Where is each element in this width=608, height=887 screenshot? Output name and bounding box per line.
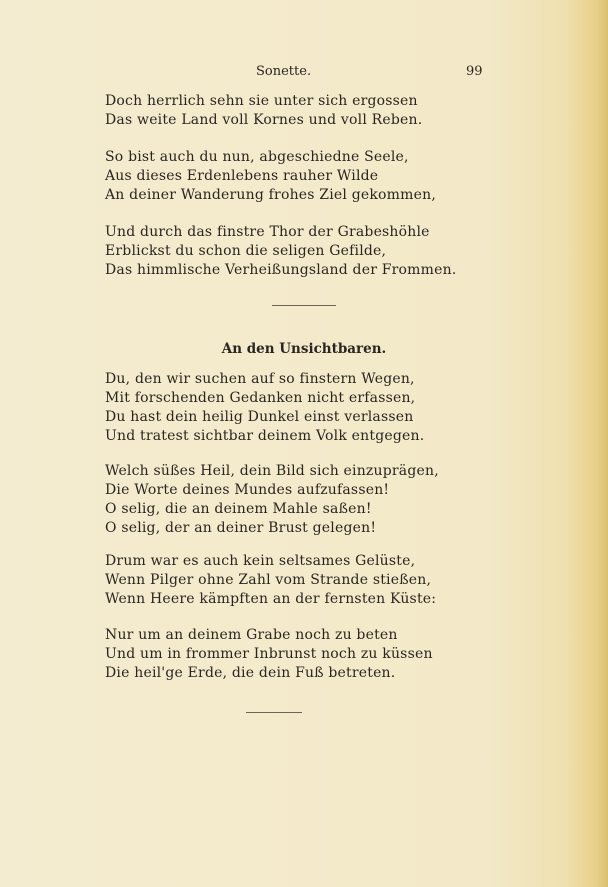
verse-line: Die heil'ge Erde, die dein Fuß betreten. (105, 665, 396, 681)
verse-line: Erblickst du schon die seligen Gefilde, (105, 243, 387, 259)
verse-line: Das weite Land voll Kornes und voll Reben. (105, 112, 423, 128)
verse-line: So bist auch du nun, abgeschiedne Seele, (105, 149, 409, 165)
verse-line: O selig, die an deinem Mahle saßen! (105, 501, 372, 517)
verse-line: Und durch das finstre Thor der Grabeshöhle (105, 224, 430, 240)
verse-line: Und um in frommer Inbrunst noch zu küssen (105, 646, 433, 662)
verse-line: Du, den wir suchen auf so finstern Wegen, (105, 371, 415, 387)
verse-line: An deiner Wanderung frohes Ziel gekommen, (105, 187, 436, 203)
verse-line: Nur um an deinem Grabe noch zu beten (105, 627, 398, 643)
verse-line: Welch süßes Heil, dein Bild sich einzuprägen, (105, 463, 439, 479)
page-number: 99 (466, 64, 483, 79)
verse-line: Doch herrlich sehn sie unter sich ergossen (105, 93, 418, 109)
verse-line: Drum war es auch kein seltsames Gelüste, (105, 553, 416, 569)
poem-title: An den Unsichtbaren. (221, 341, 387, 357)
verse-line: Wenn Heere kämpften an der fernsten Küste: (105, 591, 437, 607)
verse-line: Du hast dein heilig Dunkel einst verlassen (105, 409, 414, 425)
verse-line: Und tratest sichtbar deinem Volk entgegen. (105, 428, 425, 444)
verse-line: Aus dieses Erdenlebens rauher Wilde (105, 168, 379, 184)
running-title: Sonette. (256, 64, 312, 79)
verse-line: Wenn Pilger ohne Zahl vom Strande stießen, (105, 572, 432, 588)
section-divider (272, 305, 336, 306)
verse-line: Die Worte deines Mundes aufzufassen! (105, 482, 390, 498)
end-divider (246, 712, 302, 713)
verse-line: Das himmlische Verheißungsland der Frommen. (105, 262, 457, 278)
verse-line: O selig, der an deiner Brust gelegen! (105, 520, 377, 536)
verse-line: Mit forschenden Gedanken nicht erfassen, (105, 390, 416, 406)
